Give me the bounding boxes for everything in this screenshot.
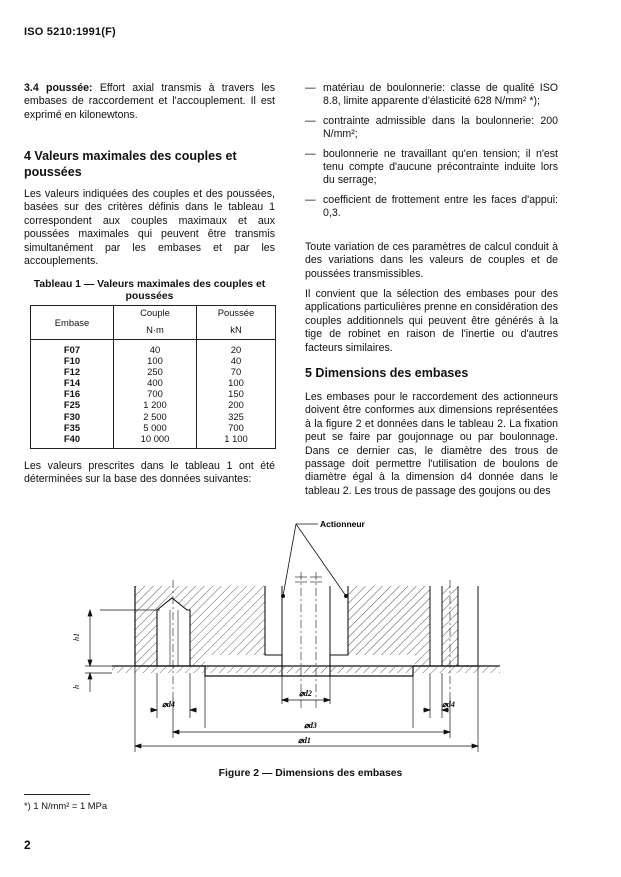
label-d2: ⌀d2: [299, 689, 312, 698]
bullet-text: contrainte admissible dans la boulonnerie: 200 N/mm²;: [323, 114, 558, 141]
unit-poussee: kN: [197, 320, 276, 340]
couple-cell: 100: [147, 355, 163, 367]
couple-cell: 5 000: [143, 421, 167, 433]
poussee-values: [197, 340, 276, 449]
poussee-cell: 1 100: [224, 432, 248, 444]
bullet-item: [305, 115, 558, 142]
bullet-dash: —: [305, 82, 316, 94]
poussee-cell: 700: [228, 421, 244, 433]
poussee-cell: 20: [230, 344, 242, 355]
label-d4-left: ⌀d4: [162, 700, 175, 709]
table-1: [30, 305, 276, 449]
section-4-paragraph: Les valeurs indiquées des couples et des poussées, basées sur des critères définis dans le tableau 1 correspondent aux couples maximaux et aux poussées maximales qui peuvent être transmis simultanément par les embases et par les accouplements.: [24, 188, 275, 268]
footnote-rule: [24, 794, 90, 795]
unit-couple: N·m: [114, 320, 197, 340]
couple-cell: 250: [147, 366, 163, 378]
embase-cell: F30: [63, 410, 81, 422]
embase-cell: F16: [63, 388, 81, 400]
poussee-cell: 150: [228, 388, 244, 400]
poussee-cell: 200: [228, 399, 244, 411]
poussee-cell: 100: [228, 377, 244, 389]
document-id: ISO 5210:1991(F): [24, 26, 116, 38]
poussee-cell: 40: [230, 355, 242, 367]
section-4-title: 4 Valeurs maximales des couples et poussées: [24, 149, 237, 179]
definition-text: Effort axial transmis à travers les embases de raccordement et l'accouplement. Il est exprimé en kilonewtons.: [24, 82, 276, 121]
couple-cell: 40: [149, 344, 161, 355]
label-h: h: [72, 685, 81, 689]
bullet-dash: —: [305, 193, 316, 206]
figure-2-drawing: [0, 510, 621, 760]
poussee-cell: 70: [230, 366, 242, 378]
bullet-list: [305, 82, 558, 221]
embase-cell: F35: [63, 421, 81, 433]
couple-values: [114, 340, 197, 449]
embase-cell: F14: [63, 377, 81, 389]
after-table-paragraph: Les valeurs prescrites dans le tableau 1 ont été déterminées sur la base des données suivantes:: [24, 460, 275, 486]
definition-number: 3.4: [24, 82, 39, 94]
bullet-text: matériau de boulonnerie: classe de qualité ISO 8.8, limite apparente d'élasticité 628 N/mm² *);: [323, 82, 558, 108]
section-5-paragraph: Les embases pour le raccordement des actionneurs doivent être conformes aux dimensions représentées à la figure 2 et données dans le tableau 2. La fixation peut se faire par goujonnage ou par boulonnage. Dans ce dernier cas, le diamètre des trous de passage doit permettre l'utilisation de boulons de diamètre égal à la dimension d4 donnée dans le tableau 2. Les trous de passage des goujons ou des: [305, 391, 558, 497]
col-header-embase: Embase: [31, 306, 114, 340]
bullet-text: coefficient de frottement entre les faces d'appui: 0,3.: [323, 193, 558, 220]
couple-cell: 700: [147, 388, 163, 400]
definition-3-4: [24, 82, 275, 122]
label-d3: ⌀d3: [304, 721, 317, 730]
table-1-caption: Tableau 1 — Valeurs maximales des couples et poussées: [33, 279, 266, 302]
couple-cell: 10 000: [140, 432, 170, 444]
flange-body: [135, 586, 478, 676]
base-plate: [112, 666, 500, 673]
embase-cell: F10: [63, 355, 81, 367]
footnote: *) 1 N/mm² = 1 MPa: [24, 800, 108, 811]
definition-term: poussée:: [46, 82, 93, 94]
embase-cell: F40: [63, 432, 81, 444]
poussee-cell: 325: [228, 410, 244, 422]
label-d1: ⌀d1: [298, 736, 311, 745]
label-d4-right: ⌀d4: [442, 700, 455, 709]
bullet-item: [305, 194, 558, 221]
figure-2-caption: Figure 2 — Dimensions des embases: [218, 768, 403, 779]
col-header-couple: Couple: [114, 306, 197, 320]
page-number: 2: [24, 838, 31, 852]
couple-cell: 1 200: [143, 399, 167, 411]
couple-cell: 2 500: [143, 410, 167, 422]
col-header-poussee: Poussée: [197, 306, 276, 320]
section-5-title: 5 Dimensions des embases: [305, 366, 469, 380]
bullet-item: [305, 148, 558, 188]
embase-values: [31, 340, 114, 449]
right-paragraph-1: Toute variation de ces paramètres de calcul conduit à des variations dans les valeurs de couples et de poussées transmissibles.: [305, 241, 558, 280]
label-actionneur: Actionneur: [320, 519, 365, 529]
bullet-text: boulonnerie ne travaillant qu'en tension; il n'est tenu compte d'aucune précontrainte induite lors du serrage;: [323, 147, 558, 187]
bullet-dash: —: [305, 147, 316, 160]
bullet-item: [305, 82, 558, 109]
bullet-dash: —: [305, 114, 316, 127]
embase-cell: F12: [63, 366, 81, 378]
label-h1: h1: [72, 633, 81, 641]
embase-cell: F25: [63, 399, 81, 411]
couple-cell: 400: [147, 377, 163, 389]
embase-cell: F07: [63, 344, 81, 355]
right-paragraph-2: Il convient que la sélection des embases pour des applications particulières prenne en considération des couples additionnels qui peuvent être générés à la tige de robinet en raison de l'inertie ou d'autres facteurs similaires.: [305, 288, 558, 354]
